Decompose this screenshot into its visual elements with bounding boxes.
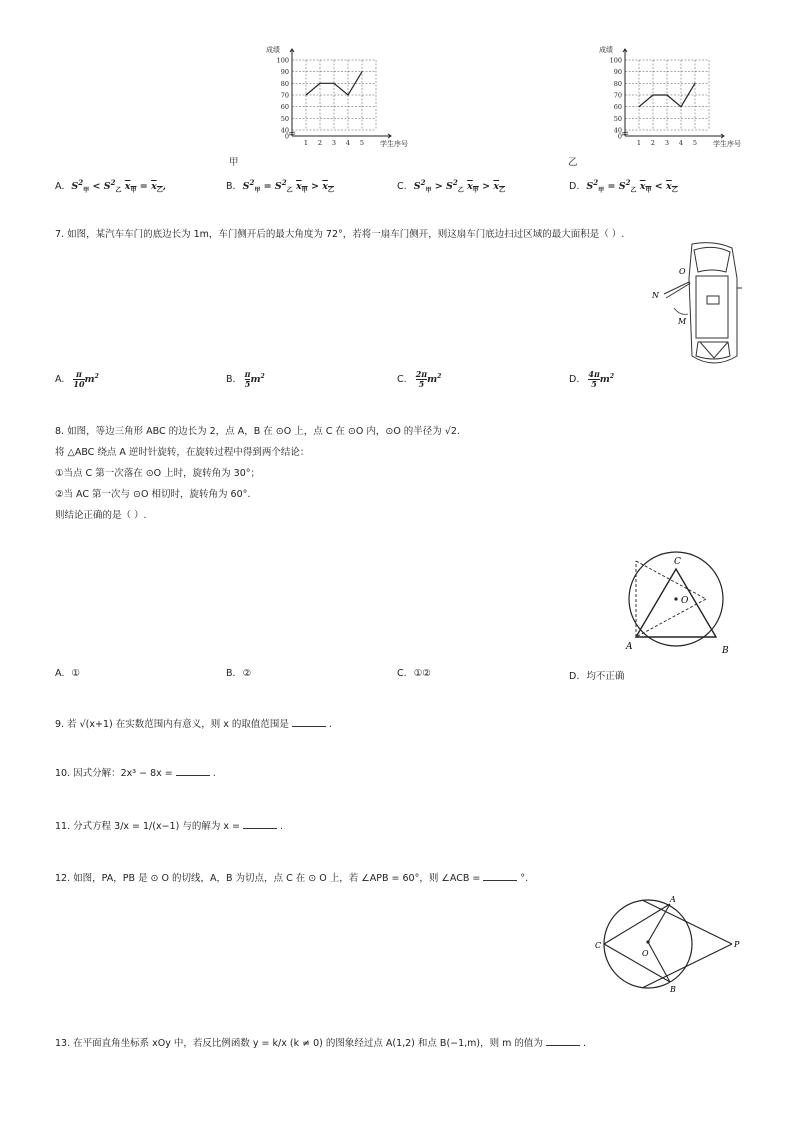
car-label-m: M <box>678 317 687 326</box>
option-letter: C. <box>397 374 407 385</box>
fig8-label-o: O <box>681 596 689 606</box>
y-tick-label: 0 <box>617 132 622 141</box>
q8-line-1: 8. 如图，等边三角形 ABC 的边长为 2，点 A，B 在 ⊙O 上，点 C 在 ⊙O 内，⊙O 的半径为 √2. <box>55 426 460 437</box>
data-point <box>319 83 320 84</box>
y-tick-label: 80 <box>280 79 289 88</box>
q8-line-5: 则结论正确的是（ ）. <box>55 510 147 521</box>
fig12-label-o: O <box>642 949 649 958</box>
x-tick-label: 2 <box>317 139 323 147</box>
y-tick-label: 90 <box>613 68 622 77</box>
y-tick-label: 100 <box>276 56 289 65</box>
x-tick-label: 4 <box>678 139 684 147</box>
q9-text: 9. 若 √(x+1) 在实数范围内有意义，则 x 的取值范围是 <box>55 719 289 730</box>
q11-question <box>55 819 283 833</box>
q10-end: . <box>212 768 216 779</box>
data-point <box>666 94 667 95</box>
car-label-o: O <box>679 267 686 276</box>
fig8-label-c: C <box>674 557 681 567</box>
q10-question <box>55 766 216 780</box>
q6-option-b[interactable]: B. $S^2_甲 = S^2_乙$ $x_甲 > x_乙$ <box>226 178 334 195</box>
q12-end: °. <box>520 873 529 884</box>
q7-option-b[interactable]: B. $\frac{\pi}{5}$ $m^2$ <box>226 369 265 389</box>
line-chart-jia <box>262 40 412 160</box>
x-tick-label: 1 <box>303 139 309 147</box>
q13-question <box>55 1036 586 1050</box>
y-tick-label: 70 <box>613 91 622 100</box>
q6-option-d[interactable]: D. $S^2_甲 = S^2_乙$ $x_甲 < x_乙$ <box>569 178 678 195</box>
option-letter: C. <box>397 668 407 679</box>
q7-option-c[interactable]: C. $\frac{2\pi}{5}$ $m^2$ <box>397 369 442 389</box>
fig8-label-b: B <box>722 646 729 656</box>
data-point <box>361 71 362 72</box>
q8-option-d[interactable] <box>569 668 624 682</box>
option-text: 均不正确 <box>586 671 625 682</box>
q11-text: 11. 分式方程 3/x = 1/(x−1) 与的解为 x = <box>55 821 240 832</box>
option-letter: A. <box>55 181 65 193</box>
option-letter: C. <box>397 181 407 193</box>
x-tick-label: 4 <box>345 139 351 147</box>
q12-text: 12. 如图，PA，PB 是 ⊙ O 的切线，A，B 为切点，点 C 在 ⊙ O 上，若 ∠APB = 60°，则 ∠ACB = <box>55 873 481 884</box>
answer-blank[interactable] <box>546 1036 580 1046</box>
y-tick-label: 0 <box>284 132 289 141</box>
y-tick-label: 40 <box>280 126 289 135</box>
y-tick-label: 60 <box>613 103 622 112</box>
option-text: ① <box>71 668 80 679</box>
y-axis-label: 成绩 <box>266 46 280 54</box>
q8-option-b[interactable] <box>226 668 251 679</box>
data-point <box>305 94 306 95</box>
option-letter: B. <box>226 668 236 679</box>
option-letter: D. <box>569 181 580 193</box>
x-tick-label: 5 <box>692 139 698 147</box>
q6-option-a[interactable]: A. $S^2_甲 < S^2_乙$ $x_甲 = x_乙$, <box>55 178 167 195</box>
option-letter: B. <box>226 181 236 193</box>
data-point <box>333 83 334 84</box>
y-tick-label: 100 <box>609 56 622 65</box>
y-tick-label: 40 <box>613 126 622 135</box>
fig12-label-a: A <box>670 895 676 904</box>
fig12-label-b: B <box>670 985 676 994</box>
option-letter: A. <box>55 668 65 679</box>
line-chart-yi <box>595 40 745 160</box>
answer-blank[interactable] <box>243 819 277 829</box>
y-axis-label: 成绩 <box>599 46 613 54</box>
q9-question <box>55 717 332 731</box>
q10-text: 10. 因式分解：2x³ − 8x = <box>55 768 173 779</box>
q7-stem: 7. 如图，某汽车车门的底边长为 1m，车门侧开后的最大角度为 72°，若将一扇车门侧开，则这扇车门底边扫过区域的最大面积是（ ）. <box>55 229 625 240</box>
q12-question <box>55 871 528 885</box>
q8-line-2: 将 △ABC 绕点 A 逆时针旋转，在旋转过程中得到两个结论： <box>55 447 310 458</box>
fig12-label-p: P <box>734 940 740 949</box>
circle-triangle-figure <box>612 545 742 660</box>
fig12-label-c: C <box>595 941 602 950</box>
option-letter: D. <box>569 374 580 385</box>
y-tick-label: 50 <box>613 114 622 123</box>
q7-option-a[interactable]: A. $\frac{\pi}{10}$ $m^2$ <box>55 369 99 389</box>
answer-blank[interactable] <box>292 717 326 727</box>
car-door-figure <box>644 238 746 372</box>
fig8-label-a: A <box>626 642 633 652</box>
x-tick-label: 3 <box>664 139 670 147</box>
q8-option-c[interactable] <box>397 668 431 679</box>
y-tick-label: 50 <box>280 114 289 123</box>
option-text: ② <box>242 668 252 679</box>
q13-end: . <box>582 1038 586 1049</box>
y-tick-label: 90 <box>280 68 289 77</box>
car-label-n: N <box>652 291 659 300</box>
q13-text: 13. 在平面直角坐标系 xOy 中，若反比例函数 y = k/x (k ≠ 0) 的图象经过点 A(1,2) 和点 B(−1,m)，则 m 的值为 <box>55 1038 543 1049</box>
data-point <box>652 94 653 95</box>
y-tick-label: 70 <box>280 91 289 100</box>
chart-caption-yi: 乙 <box>568 157 578 168</box>
x-axis-label: 学生序号 <box>380 140 408 148</box>
y-tick-label: 60 <box>280 103 289 112</box>
option-letter: A. <box>55 374 65 385</box>
answer-blank[interactable] <box>176 766 210 776</box>
data-point <box>680 106 681 107</box>
x-tick-label: 3 <box>331 139 337 147</box>
q9-end: . <box>328 719 332 730</box>
data-point <box>347 94 348 95</box>
x-tick-label: 5 <box>359 139 365 147</box>
x-tick-label: 1 <box>636 139 642 147</box>
data-point <box>638 106 639 107</box>
option-letter: B. <box>226 374 236 385</box>
q8-option-a[interactable] <box>55 668 80 679</box>
x-axis-label: 学生序号 <box>713 140 741 148</box>
q7-option-d[interactable]: D. $\frac{4\pi}{5}$ $m^2$ <box>569 369 615 389</box>
y-tick-label: 80 <box>613 79 622 88</box>
q8-line-4: ②当 AC 第一次与 ⊙O 相切时，旋转角为 60°. <box>55 489 251 500</box>
option-text: ①② <box>413 668 431 679</box>
option-letter: D. <box>569 671 580 682</box>
q8-line-3: ①当点 C 第一次落在 ⊙O 上时，旋转角为 30°； <box>55 468 261 479</box>
data-point <box>694 83 695 84</box>
q11-end: . <box>279 821 283 832</box>
tangent-circle-figure <box>592 890 742 1000</box>
q6-option-c[interactable]: C. $S^2_甲 > S^2_乙$ $x_甲 > x_乙$ <box>397 178 506 195</box>
x-tick-label: 2 <box>650 139 656 147</box>
chart-caption-jia: 甲 <box>229 157 239 168</box>
answer-blank[interactable] <box>483 871 517 881</box>
